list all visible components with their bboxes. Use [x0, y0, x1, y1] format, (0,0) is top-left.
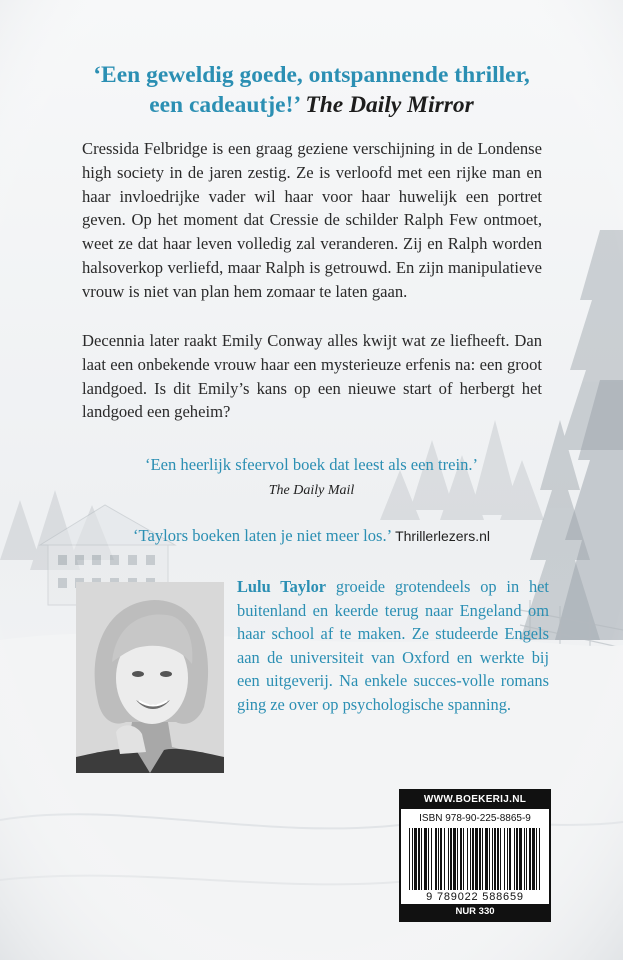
review-quote-2-text: ‘Taylors boeken laten je niet meer los.’: [132, 526, 391, 545]
barcode-bar: [479, 828, 481, 890]
barcode-bar: [450, 828, 452, 890]
barcode-bar: [519, 828, 522, 890]
barcode-bar: [514, 828, 515, 890]
barcode-bar: [428, 828, 429, 890]
barcode-bar: [497, 828, 499, 890]
barcode-bar: [509, 828, 511, 890]
barcode-bar: [489, 828, 490, 890]
barcode-bar: [463, 828, 464, 890]
barcode-bar: [453, 828, 456, 890]
barcode-bar: [516, 828, 518, 890]
publisher-url: WWW.BOEKERIJ.NL: [401, 791, 549, 809]
barcode-bar: [414, 828, 417, 890]
barcode-bar: [409, 828, 410, 890]
barcode-bar: [412, 828, 413, 890]
barcode-bar: [431, 828, 432, 890]
barcode-bars: [407, 828, 545, 890]
barcode-bar: [424, 828, 427, 890]
barcode-bar: [418, 828, 420, 890]
barcode-bar: [438, 828, 439, 890]
barcode-bar: [457, 828, 458, 890]
barcode-block: [399, 789, 551, 922]
synopsis-paragraph-1: Cressida Felbridge is een graag geziene verschijning in de Londense high society in de jaren zestig. Ze is verloofd met een rijke man en haar invloedrijke vader wil haar voor haar huwelijk een portret geven. Op het moment dat Cressie de schilder Ralph Few ontmoet, weet ze dat haar leven volledig zal veranderen. Zij en Ralph worden halsoverkop verliefd, maar Ralph is getrouwd. En zijn manipulatieve vrouw is niet van plan hem zomaar te laten gaan.: [82, 139, 542, 301]
review-quote-1: ‘Een heerlijk sfeervol boek dat leest als een trein.’: [144, 455, 479, 474]
barcode-bar: [467, 828, 468, 890]
barcode-bar: [536, 828, 537, 890]
barcode-bar: [539, 828, 540, 890]
barcode-bar: [532, 828, 535, 890]
barcode-bar: [494, 828, 496, 890]
review-quote-2-source: Thrillerlezers.nl: [395, 528, 491, 544]
author-bio-text: groeide grotendeels op in het buitenland en keerde terug naar Engeland om haar school af te maken. Ze studeerde Engels aan de universiteit van Oxford en werkte bij een uitgeverij. Na enkele succes-volle romans ging ze over op psychologische spanning.: [237, 577, 549, 714]
headline-line-1: ‘Een geweldig goede, ontspannende thriller,: [93, 62, 530, 88]
nur-code: NUR 330: [401, 904, 549, 920]
barcode-bar: [460, 828, 462, 890]
barcode-bar: [524, 828, 525, 890]
barcode-bar: [500, 828, 501, 890]
review-quote-2: [60, 524, 563, 548]
isbn-label: ISBN 978-90-225-8865-9: [419, 813, 531, 824]
barcode-digits: 9 789022 588659: [426, 891, 524, 903]
barcode-bar: [485, 828, 488, 890]
barcode-bar: [472, 828, 474, 890]
barcode-bar: [421, 828, 422, 890]
barcode-bar: [529, 828, 531, 890]
barcode-bar: [448, 828, 449, 890]
author-photo: [76, 582, 224, 773]
barcode-bar: [526, 828, 527, 890]
barcode-bar: [492, 828, 493, 890]
headline-line-2: een cadeautje!’: [149, 92, 300, 118]
review-quote-1-source: The Daily Mail: [268, 483, 355, 498]
barcode-bar: [440, 828, 442, 890]
barcode-bar: [444, 828, 445, 890]
author-name: Lulu Taylor: [237, 577, 327, 596]
headline-source: The Daily Mirror: [305, 92, 474, 118]
author-bio: [237, 575, 549, 717]
barcode-bar: [507, 828, 508, 890]
barcode-bar: [435, 828, 437, 890]
barcode-bar: [475, 828, 478, 890]
barcode-bar: [470, 828, 471, 890]
headline-quote: [60, 60, 563, 120]
barcode-bar: [482, 828, 483, 890]
barcode-bar: [504, 828, 505, 890]
author-portrait-illustration: [76, 582, 224, 773]
synopsis-paragraph-2: Decennia later raakt Emily Conway alles kwijt wat ze liefheeft. Dan laat een onbekende vrouw haar een mysterieuze erfenis na: een groot landgoed. Is dit Emily’s kans op een nieuwe start of herbergt het landgoed een geheim?: [82, 331, 542, 422]
